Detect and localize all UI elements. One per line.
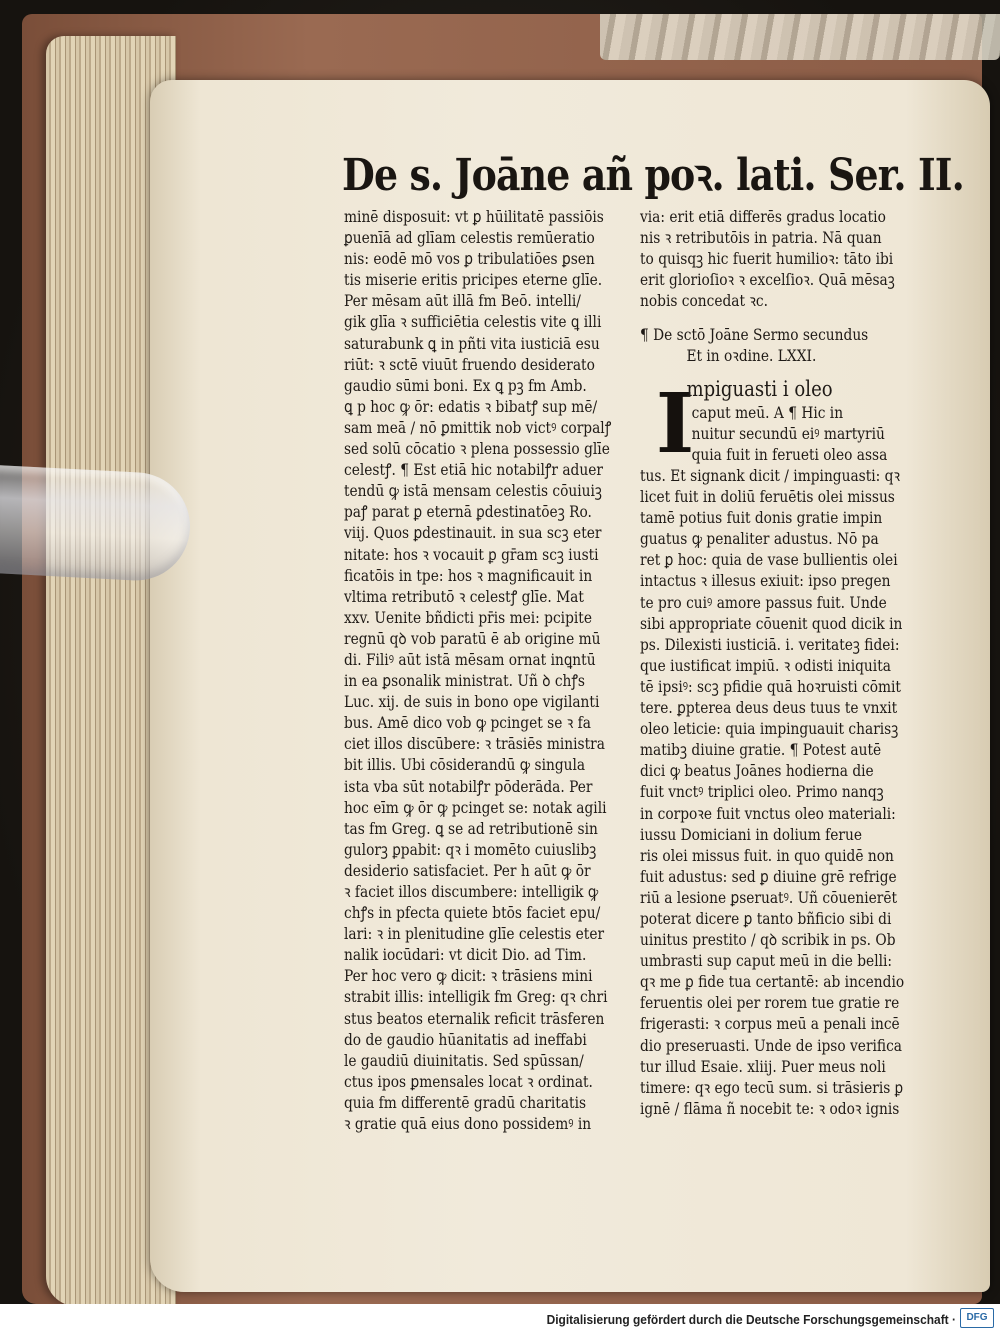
text-line: Luc. xij. de suis in bono ope vigilanti: [344, 692, 600, 712]
text-line: nis ꝛ retributōis in patria. Nā quan: [640, 228, 882, 248]
text-line: fuit adustus: sed ꝑ diuine grē refrige: [640, 866, 897, 886]
text-line: di. Filiꝰ aūt istā mēsam ornat inꝗntū: [344, 649, 596, 669]
text-line: que iustificat impiū. ꝛ odisti iniquita: [640, 655, 891, 675]
text-line: sibi appropriate cōuenit quod dicik in: [640, 613, 903, 633]
incipit-line-3: nuitur secundū eiꝰ martyriū: [691, 424, 885, 444]
text-line: nitate: hos ꝛ vocauit ꝑ gr̄am scꝫ iusti: [344, 544, 599, 564]
text-line: fuit vnctꝰ triplici oleo. Primo nanqꝫ: [640, 782, 884, 802]
text-line: frigerasti: ꝛ corpus meū a penali incē: [640, 1014, 900, 1034]
text-line: oleo leticie: quia impinguauit charisꝫ: [640, 719, 899, 739]
text-line: ficatōis in tpe: hos ꝛ magnificauit in: [344, 565, 593, 585]
text-line: timere: qꝛ ego tecū sum. si trāsieris ꝑ: [640, 1077, 904, 1097]
text-line: poterat dicere ꝑ tanto bñficio sibi di: [640, 908, 892, 928]
text-line: ꝑuenīā ad glīam celestis remūeratio: [344, 228, 595, 248]
text-line: vltima retributō ꝛ celestꝭ glīe. Mat: [344, 586, 584, 606]
text-line: nis: eodē mō vos ꝑ tribulatiōes ꝑsen: [344, 249, 595, 269]
text-line: sam meā / nō ꝑmittik nob victꝰ corpalꝭ: [344, 417, 612, 437]
text-line: do de gaudio hūanitatis ad ineffabi: [344, 1029, 587, 1049]
text-line: sed solū cōcatio ꝛ plena possessio glīe: [344, 439, 610, 459]
text-line: celestꝭ. ¶ Est etiā hic notabilꝭr aduer: [344, 460, 603, 480]
text-line: intactus ꝛ illesus exiuit: ipso pregen: [640, 571, 891, 591]
text-line: bit illis. Ubi cōsiderandū ꝙ singula: [344, 755, 586, 775]
text-line: tamē potius fuit donis gratie impin: [640, 508, 883, 528]
text-line: tus. Et signank dicit / impinguasti: qꝛ: [640, 466, 901, 485]
incipit-line-1: mpiguasti i oleo: [686, 377, 833, 401]
incipit-line-2: caput meū. A ¶ Hic in: [691, 403, 844, 422]
right-column-body: [640, 465, 947, 1119]
running-head: De s. Joāne añ poꝛ. lati. Ser. II.: [342, 150, 964, 201]
credit-bar: [0, 1304, 1000, 1334]
text-line: iussu Domiciani in dolium ferue: [640, 824, 862, 844]
sermon-heading-line-2: Et in oꝛdine. LXXI.: [686, 346, 817, 366]
text-line: ps. Dilexisti iusticiā. i. veritateꝫ fidei:: [640, 634, 900, 654]
text-line: dio preseruasti. Unde de ipso verifica: [640, 1035, 903, 1055]
text-line: gik glīa ꝛ sufficiētia celestis vite ꝗ illi: [344, 312, 602, 332]
dfg-logo: DFG: [960, 1308, 994, 1328]
text-line: minē disposuit: vt ꝑ hūilitatē passiōis: [344, 207, 604, 226]
text-line: riū a lesione ꝑseruatꝰ. Uñ cōuenierēt: [640, 887, 898, 907]
text-line: lari: ꝛ in plenitudine glīe celestis eter: [344, 924, 605, 944]
text-line: ꝗ p hoc ꝙ ōr: edatis ꝛ bibatꝭ sup mē/: [344, 396, 598, 416]
text-line: to quisqꝫ hic fuerit humilioꝛ: tāto ibi: [640, 249, 894, 269]
text-line: saturabunk ꝗ in pñti vita iusticiā esu: [344, 333, 600, 353]
text-line: licet fuit in doliū feruētis olei missus: [640, 487, 895, 507]
text-line: bus. Amē dico vob ꝙ pcinget se ꝛ fa: [344, 713, 591, 733]
text-line: regnū qꝺ vob paratū ē ab origine mū: [344, 628, 601, 648]
book-headband: [600, 14, 1000, 60]
sermon-heading-line-1: ¶ De sctō Joāne Sermo secundus: [640, 325, 869, 344]
text-line: quia fm differentē gradū charitatis: [344, 1092, 587, 1112]
text-line: ꝛ gratie quā eius dono possidemꝰ in: [344, 1114, 592, 1134]
text-line: in corpoꝛe fuit vnctus oleo materiali:: [640, 803, 896, 823]
text-line: dici ꝙ beatus Joānes hodierna die: [640, 761, 874, 781]
text-line: via: erit etiā differēs gradus locatio: [640, 207, 886, 226]
text-line: riūt: ꝛ sctē viuūt fruendo desiderato: [344, 354, 595, 374]
glass-page-weight: [0, 465, 193, 583]
text-line: Per hoc vero ꝙ dicit: ꝛ trāsiens mini: [344, 966, 593, 986]
text-line: ris olei missus fuit. in quo quidē non: [640, 845, 894, 865]
text-line: chꝭs in pfecta quiete btōs faciet epu/: [344, 903, 601, 923]
text-line: tas fm Greg. ꝗ se ad retributionē sin: [344, 818, 598, 838]
text-line: qꝛ me ꝑ fide tua certantē: ab incendio: [640, 972, 905, 992]
text-line: desiderio satisfaciet. Per h aūt ꝙ ōr: [344, 860, 591, 880]
text-line: nobis concedat ꝛc.: [640, 291, 769, 311]
text-line: feruentis olei per rorem tue gratie re: [640, 993, 900, 1013]
text-line: nalik iocūdari: vt dicit Dio. ad Tim.: [344, 945, 587, 965]
text-line: in ea ꝑsonalik ministrat. Uñ ꝺ chꝭs: [344, 671, 585, 691]
credit-text: Digitalisierung gefördert durch die Deutsche Forschungsgemeinschaft ·: [546, 1312, 956, 1327]
text-line: le gaudiū diuinitatis. Sed spūssan/: [344, 1050, 584, 1070]
text-line: ignē / flāma ñ nocebit te: ꝛ odoꝛ ignis: [640, 1098, 900, 1118]
text-line: guatus ꝙ penaliter adustus. Nō pa: [640, 529, 879, 549]
text-line: tendū ꝙ istā mensam celestis cōuiuiꝫ: [344, 481, 602, 501]
text-line: hoc eīm ꝙ ōr ꝙ pcinget se: notak agili: [344, 797, 607, 817]
text-line: paꝭ parat ꝑ eternā ꝑdestinatōeꝫ Ro.: [344, 502, 592, 522]
text-line: Per mēsam aūt illā fm Beō. intelli/: [344, 291, 581, 311]
text-line: ciet illos discūbere: ꝛ trāsiēs ministra: [344, 734, 605, 754]
text-line: ctus ipos ꝑmensales locat ꝛ ordinat.: [344, 1071, 593, 1091]
text-line: ret ꝑ hoc: quia de vase bullientis olei: [640, 550, 898, 570]
text-line: matibꝫ diuine gratie. ¶ Potest autē: [640, 740, 882, 760]
sermon-heading: [640, 324, 905, 366]
text-line: tur illud Esaie. xliij. Puer meus noli: [640, 1056, 886, 1076]
incipit-line-4: quia fuit in ferueti oleo assa: [691, 445, 888, 465]
left-column: [344, 206, 634, 1134]
text-line: umbrasti sup caput meū in die belli:: [640, 951, 893, 971]
text-line: xxv. Uenite bñdicti pr̄is mei: pcipite: [344, 607, 592, 627]
text-line: erit glorioſioꝛ ꝛ excelſioꝛ. Quā mēsaꝫ: [640, 270, 895, 290]
text-line: ꝛ faciet illos discumbere: intelligik ꝙ: [344, 882, 599, 901]
text-line: te pro cuiꝰ amore passus fuit. Unde: [640, 592, 887, 612]
text-line: gulorꝫ ꝑpabit: qꝛ i momēto cuiuslibꝫ: [344, 839, 597, 859]
text-line: ista vba sūt notabilꝭr pōderāda. Per: [344, 776, 593, 796]
text-line: uinitus prestito / qꝺ scribik in ps. Ob: [640, 930, 896, 950]
text-line: gaudio sūmi boni. Ex ꝗ pꝫ fm Amb.: [344, 375, 587, 395]
text-line: strabit illis: intelligik fm Greg: qꝛ chri: [344, 987, 608, 1007]
text-line: tē ipsiꝰ: scꝫ pfidie quā hoꝛruisti cōmit: [640, 676, 901, 696]
text-line: tis miserie eritis pricipes eterne glīe.: [344, 270, 603, 290]
text-line: stus beatos eternalik reficit trāsferen: [344, 1008, 605, 1028]
decorated-initial: I: [655, 376, 695, 472]
text-line: viij. Quos ꝑdestinauit. in sua scꝫ eter: [344, 523, 602, 543]
text-line: tere. ꝑpterea deus deus tuus te vnxit: [640, 698, 898, 718]
right-column-top: [640, 206, 936, 311]
incipit: [640, 376, 928, 472]
